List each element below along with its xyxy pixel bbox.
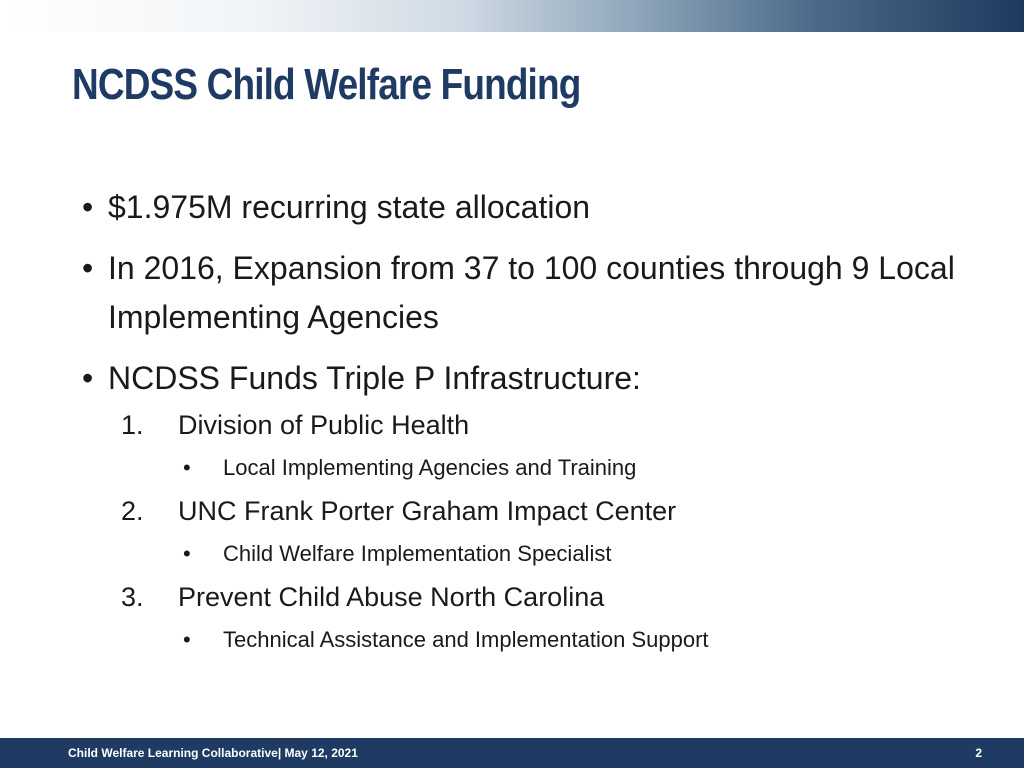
item-text: Division of Public Health (178, 410, 470, 440)
sub-bullet-technical-assistance: • Technical Assistance and Implementation Support (80, 619, 960, 661)
bullet-state-allocation: • $1.975M recurring state allocation (80, 183, 960, 232)
slide-content (80, 183, 960, 661)
numbered-item-public-health (80, 403, 960, 447)
item-number: 2. (121, 496, 144, 526)
item-text: UNC Frank Porter Graham Impact Center (178, 496, 677, 526)
numbered-item-pcanc (80, 575, 960, 619)
page-number: 2 (975, 746, 982, 760)
numbered-item-unc-center (80, 489, 960, 533)
sub-bullet-local-agencies: • Local Implementing Agencies and Training (80, 447, 960, 489)
bullet-infrastructure: • NCDSS Funds Triple P Infrastructure: (80, 354, 960, 403)
bullet-expansion: • In 2016, Expansion from 37 to 100 counties through 9 Local Implementing Agencies (80, 244, 960, 342)
header-gradient-band (0, 0, 1024, 32)
item-text: Prevent Child Abuse North Carolina (178, 582, 605, 612)
footer-text: Child Welfare Learning Collaborative| May 12, 2021 (68, 746, 358, 760)
slide-title: NCDSS Child Welfare Funding (72, 60, 581, 109)
item-number: 1. (121, 410, 144, 440)
footer-bar (0, 738, 1024, 768)
sub-bullet-implementation-specialist: • Child Welfare Implementation Specialist (80, 533, 960, 575)
item-number: 3. (121, 582, 144, 612)
